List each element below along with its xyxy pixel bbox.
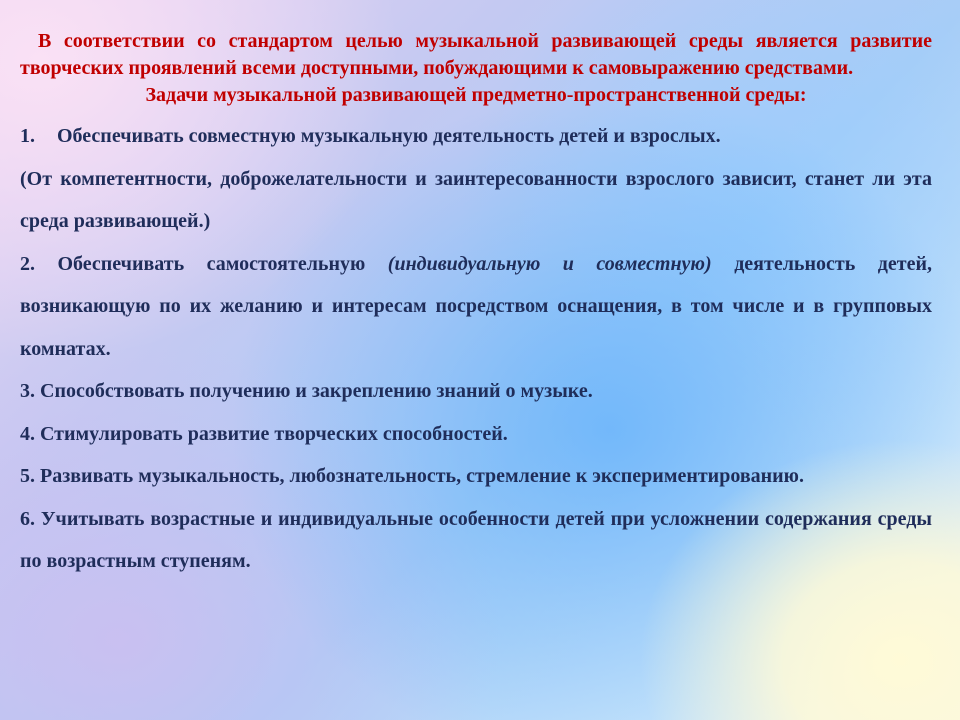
task-item-2-start: 2. Обеспечивать самостоятельную [20,252,366,275]
task-item-4: 4. Стимулировать развитие творческих способностей. [20,422,508,445]
task-item-3: 3. Способствовать получению и закреплению знаний о музыке. [20,380,593,402]
task-item-2 [20,243,932,371]
task-item-2-end: деятельность детей, возникающую по их желанию и интересам посредством оснащения, в том числе и в групповых комнатах. [20,252,933,360]
tasks-heading: Задачи музыкальной развивающей предметно-пространственной среды: [145,84,807,106]
task-item-6: 6. Учитывать возрастные и индивидуальные особенности детей при усложнении содержания среды по возрастным ступеням. [20,507,932,572]
task-item-5: 5. Развивать музыкальность, любознательность, стремление к экспериментированию. [20,465,804,487]
slide-content [20,28,932,583]
task-item-1 [20,115,932,158]
task-item-1-number: 1. [20,125,35,147]
intro-paragraph: В соответствии со стандартом целью музыкальной развивающей среды является развитие творческих проявлений всеми доступными, побуждающими к самовыражению средствами. [20,30,932,79]
tasks-list [20,115,932,583]
task-item-1-text: Обеспечивать совместную музыкальную деятельность детей и взрослых. [57,125,721,147]
task-item-1-note: (От компетентности, доброжелательности и заинтересованности взрослого зависит, станет ли эта среда развивающей.) [20,167,932,232]
task-item-2-italic: (индивидуальную и совместную) [387,252,712,275]
